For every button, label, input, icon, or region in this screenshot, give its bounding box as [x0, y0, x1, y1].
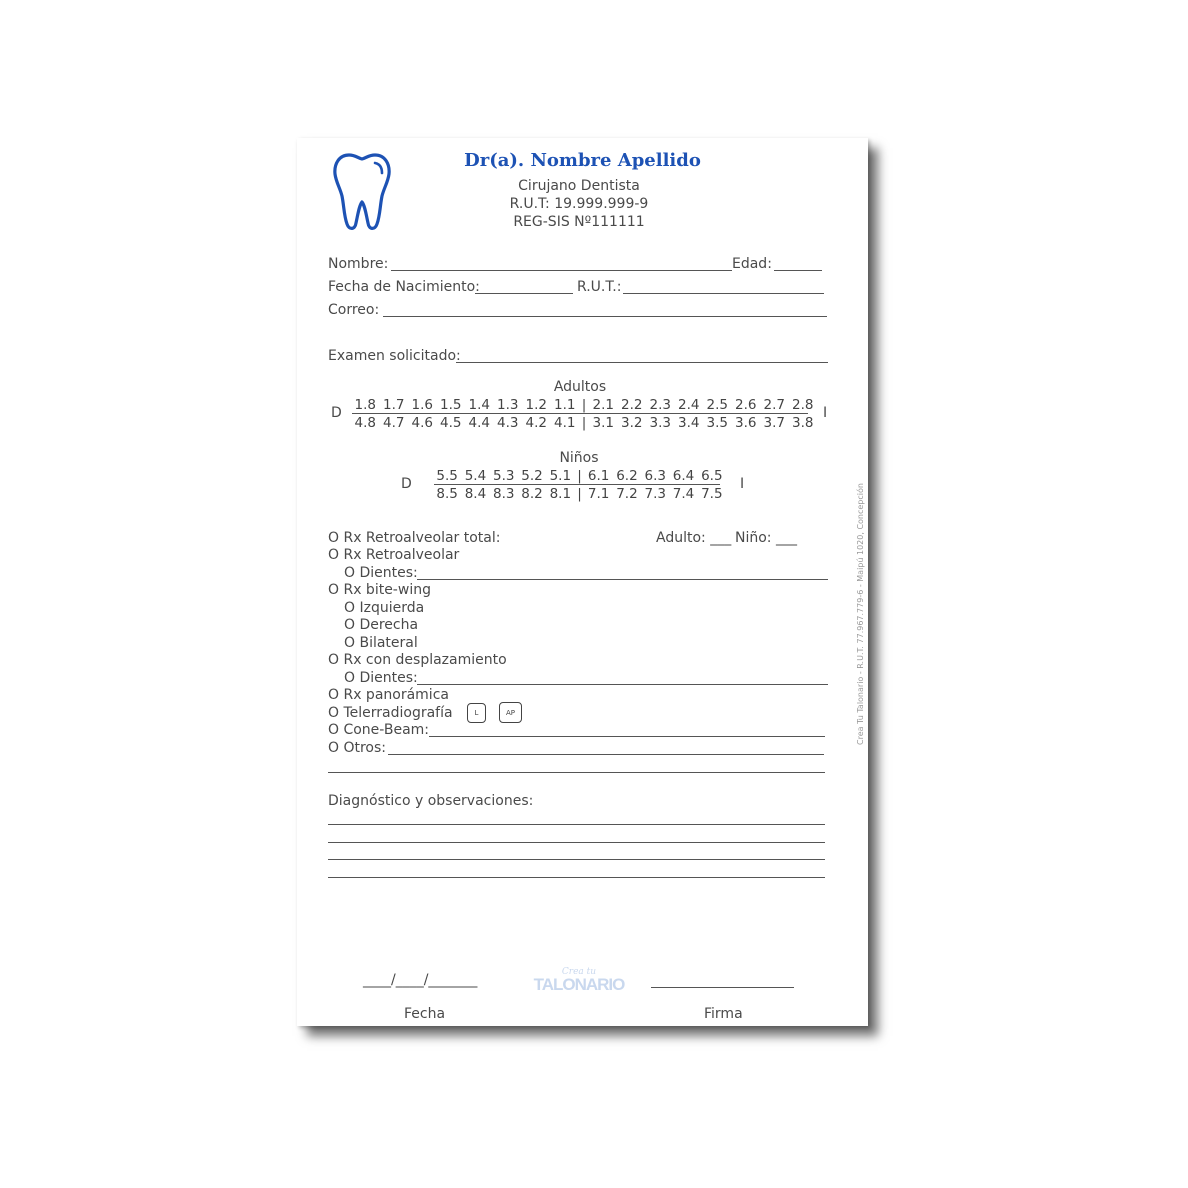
- dientes-1-field[interactable]: [417, 579, 828, 580]
- tooth-4-6[interactable]: 4.6: [411, 415, 433, 431]
- cone-beam-field[interactable]: [429, 736, 825, 737]
- doctor-rut: R.U.T: 19.999.999-9: [509, 196, 649, 212]
- option-derecha[interactable]: O Derecha: [344, 617, 419, 633]
- otros-field-line-2[interactable]: [328, 772, 825, 773]
- tooth-7-4[interactable]: 7.4: [672, 486, 695, 502]
- option-telerradiografia[interactable]: O Telerradiografía: [328, 705, 453, 721]
- watermark-brand: TALONARIO: [533, 975, 625, 994]
- diagnostico-line-1[interactable]: [328, 824, 825, 825]
- watermark-script: Crea tu: [561, 967, 597, 977]
- adults-upper-row: [351, 397, 817, 413]
- tooth-3-8[interactable]: 3.8: [792, 415, 814, 431]
- tooth-1-5[interactable]: 1.5: [440, 397, 462, 413]
- printer-side-text: Crea Tu Talonario - R.U.T. 77.967.779-6 - Maipú 1020, Concepción: [856, 483, 865, 745]
- option-rx-panoramica[interactable]: O Rx panorámica: [328, 687, 449, 703]
- tooth-1-7[interactable]: 1.7: [383, 397, 405, 413]
- tooth-3-4[interactable]: 3.4: [678, 415, 700, 431]
- fecha-field[interactable]: ____/____/_______: [363, 972, 478, 988]
- tooth-1-1[interactable]: 1.1: [554, 397, 576, 413]
- tooth-3-7[interactable]: 3.7: [763, 415, 785, 431]
- tooth-7-5[interactable]: 7.5: [701, 486, 723, 502]
- edad-field[interactable]: [774, 270, 822, 271]
- tooth-4-4[interactable]: 4.4: [468, 415, 490, 431]
- tooth-4-2[interactable]: 4.2: [525, 415, 547, 431]
- tooth-4-8[interactable]: 4.8: [354, 415, 376, 431]
- tooth-2-4[interactable]: 2.4: [678, 397, 700, 413]
- tooth-2-6[interactable]: 2.6: [735, 397, 757, 413]
- tooth-4-1[interactable]: 4.1: [554, 415, 576, 431]
- fecha-nacimiento-label: Fecha de Nacimiento:: [328, 279, 480, 295]
- tooth-4-5[interactable]: 4.5: [440, 415, 462, 431]
- tooth-3-3[interactable]: 3.3: [649, 415, 671, 431]
- tooth-8-1[interactable]: 8.1: [549, 486, 572, 502]
- doctor-name: Dr(a). Nombre Apellido: [464, 150, 701, 171]
- option-izquierda[interactable]: O Izquierda: [344, 600, 425, 616]
- examen-field[interactable]: [456, 362, 828, 363]
- checkbox-l-label: L: [474, 709, 479, 717]
- children-title: Niños: [559, 450, 599, 466]
- diagnostico-label: Diagnóstico y observaciones:: [328, 793, 534, 809]
- tooth-5-2[interactable]: 5.2: [521, 468, 543, 484]
- fecha-nacimiento-field[interactable]: [475, 293, 573, 294]
- tooth-7-1[interactable]: 7.1: [587, 486, 610, 502]
- edad-label: Edad:: [732, 256, 772, 272]
- doctor-reg: REG-SIS Nº111111: [513, 214, 645, 230]
- tooth-2-5[interactable]: 2.5: [706, 397, 728, 413]
- adulto-field[interactable]: Adulto: ___: [656, 530, 732, 546]
- tooth-4-3[interactable]: 4.3: [497, 415, 519, 431]
- adults-title: Adultos: [553, 379, 607, 395]
- tooth-1-3[interactable]: 1.3: [497, 397, 519, 413]
- rut-label: R.U.T.:: [577, 279, 622, 295]
- midline-separator: |: [581, 415, 587, 431]
- tooth-5-5[interactable]: 5.5: [436, 468, 458, 484]
- option-rx-bite-wing[interactable]: O Rx bite-wing: [328, 582, 431, 598]
- tooth-1-2[interactable]: 1.2: [525, 397, 547, 413]
- dientes-2-field[interactable]: [417, 684, 828, 685]
- children-divider: [434, 484, 720, 485]
- prescription-sheet: [297, 138, 868, 1026]
- tooth-7-2[interactable]: 7.2: [616, 486, 638, 502]
- tooth-1-4[interactable]: 1.4: [468, 397, 490, 413]
- diagnostico-line-4[interactable]: [328, 877, 825, 878]
- tooth-5-1[interactable]: 5.1: [549, 468, 572, 484]
- tooth-5-4[interactable]: 5.4: [464, 468, 487, 484]
- nino-field[interactable]: Niño: ___: [735, 530, 797, 546]
- tooth-6-1[interactable]: 6.1: [587, 468, 610, 484]
- diagnostico-line-2[interactable]: [328, 842, 825, 843]
- tooth-4-7[interactable]: 4.7: [383, 415, 405, 431]
- option-bilateral[interactable]: O Bilateral: [344, 635, 418, 651]
- option-rx-desplazamiento[interactable]: O Rx con desplazamiento: [328, 652, 507, 668]
- tooth-3-6[interactable]: 3.6: [735, 415, 757, 431]
- tooth-2-7[interactable]: 2.7: [763, 397, 785, 413]
- tooth-6-3[interactable]: 6.3: [644, 468, 666, 484]
- midline-separator: |: [581, 397, 587, 413]
- tooth-2-8[interactable]: 2.8: [792, 397, 814, 413]
- adults-lower-row: [351, 415, 817, 431]
- tooth-3-1[interactable]: 3.1: [592, 415, 614, 431]
- nombre-field[interactable]: [391, 270, 732, 271]
- tooth-8-4[interactable]: 8.4: [464, 486, 487, 502]
- adults-divider: [352, 413, 808, 414]
- firma-field[interactable]: [651, 987, 794, 988]
- talonario-watermark-logo: [533, 968, 625, 993]
- checkbox-l[interactable]: [467, 703, 486, 723]
- option-rx-retroalveolar-total[interactable]: O Rx Retroalveolar total:: [328, 530, 501, 546]
- tooth-1-8[interactable]: 1.8: [354, 397, 376, 413]
- rut-field[interactable]: [623, 293, 824, 294]
- tooth-5-3[interactable]: 5.3: [493, 468, 515, 484]
- checkbox-ap[interactable]: [499, 702, 522, 723]
- children-left-marker: D: [401, 476, 412, 492]
- tooth-6-4[interactable]: 6.4: [672, 468, 695, 484]
- midline-separator: |: [577, 468, 582, 484]
- fecha-label: Fecha: [404, 1006, 446, 1022]
- option-rx-retroalveolar[interactable]: O Rx Retroalveolar: [328, 547, 460, 563]
- diagnostico-line-3[interactable]: [328, 859, 825, 860]
- examen-label: Examen solicitado:: [328, 348, 461, 364]
- tooth-2-2[interactable]: 2.2: [621, 397, 643, 413]
- tooth-3-5[interactable]: 3.5: [706, 415, 728, 431]
- tooth-3-2[interactable]: 3.2: [621, 415, 643, 431]
- tooth-7-3[interactable]: 7.3: [644, 486, 666, 502]
- nombre-label: Nombre:: [328, 256, 389, 272]
- tooth-8-3[interactable]: 8.3: [493, 486, 515, 502]
- children-right-marker: I: [740, 476, 745, 492]
- option-otros[interactable]: O Otros:: [328, 740, 387, 756]
- option-dientes-2[interactable]: O Dientes:: [344, 670, 418, 686]
- checkbox-ap-label: AP: [505, 708, 515, 717]
- adults-right-marker: I: [823, 405, 828, 421]
- tooth-6-2[interactable]: 6.2: [616, 468, 638, 484]
- doctor-title: Cirujano Dentista: [518, 178, 640, 194]
- firma-label: Firma: [704, 1006, 743, 1022]
- adults-left-marker: D: [331, 405, 342, 421]
- children-lower-row: [433, 486, 726, 502]
- tooth-8-2[interactable]: 8.2: [521, 486, 543, 502]
- tooth-6-5[interactable]: 6.5: [701, 468, 723, 484]
- tooth-2-1[interactable]: 2.1: [592, 397, 614, 413]
- midline-separator: |: [577, 486, 582, 502]
- tooth-1-6[interactable]: 1.6: [411, 397, 433, 413]
- children-upper-row: [433, 468, 726, 484]
- option-cone-beam[interactable]: O Cone-Beam:: [328, 722, 430, 738]
- option-dientes-1[interactable]: O Dientes:: [344, 565, 418, 581]
- correo-label: Correo:: [328, 302, 380, 318]
- tooth-8-5[interactable]: 8.5: [436, 486, 458, 502]
- tooth-2-3[interactable]: 2.3: [649, 397, 671, 413]
- otros-field[interactable]: [388, 754, 824, 755]
- correo-field[interactable]: [383, 316, 827, 317]
